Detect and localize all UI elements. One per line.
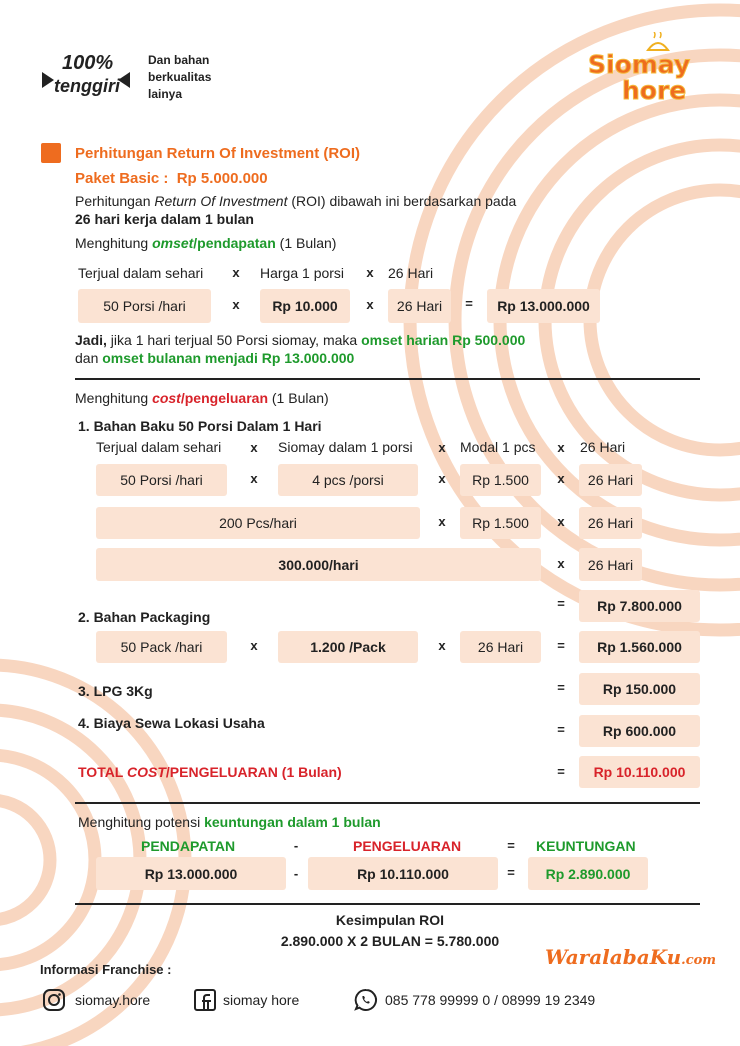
cost-r3-op: x	[557, 556, 565, 571]
instagram-icon[interactable]	[42, 988, 66, 1012]
cost-pk-price: 1.200 /Pack	[278, 631, 418, 663]
cost-r3-eq: =	[557, 596, 565, 611]
cost-r2-modal: Rp 1.500	[460, 507, 541, 539]
conclusion-formula: 2.890.000 X 2 BULAN = 5.780.000	[280, 933, 500, 949]
cost-r1-op1: x	[250, 471, 258, 486]
omset-op-x2: x	[366, 265, 374, 280]
brand-siomay: Siomay	[588, 50, 691, 79]
cost-total-label: TOTAL COST/PENGELUARAN (1 Bulan)	[78, 764, 342, 780]
profit-income-box: Rp 13.000.000	[96, 857, 286, 890]
omset-heading: Menghitung omset/pendapatan (1 Bulan)	[75, 235, 337, 251]
quality-badge	[40, 52, 132, 102]
profit-income-label: PENDAPATAN	[141, 838, 236, 854]
cost-r2-op2: x	[557, 514, 565, 529]
cost-r2-pcs: 200 Pcs/hari	[96, 507, 420, 539]
cost-item-2: 2. Bahan Packaging	[78, 609, 211, 625]
divider-2	[75, 802, 700, 804]
profit-heading: Menghitung potensi keuntungan dalam 1 bulan	[78, 814, 381, 830]
omset-op-x4: x	[366, 297, 374, 312]
profit-profit-box: Rp 2.890.000	[528, 857, 648, 890]
cost-r1-sold: 50 Porsi /hari	[96, 464, 227, 496]
omset-col-sold: Terjual dalam sehari	[78, 265, 204, 281]
omset-col-days: 26 Hari	[388, 265, 434, 281]
watermark: WaralabaKu.com	[545, 945, 717, 969]
cost-item-1: 1. Bahan Baku 50 Porsi Dalam 1 Hari	[78, 418, 322, 434]
conclusion-title: Kesimpulan ROI	[335, 912, 445, 928]
profit-expense-label: PENGELUARAN	[353, 838, 462, 854]
cost-r1-op3: x	[557, 471, 565, 486]
cost-op-h1: x	[250, 440, 258, 455]
cost-total-result: Rp 10.110.000	[579, 756, 700, 788]
profit-minus-1: -	[293, 838, 299, 853]
cost-r2-days: 26 Hari	[579, 507, 642, 539]
cost-pk-eq: =	[557, 638, 565, 653]
brand-hore: hore	[622, 76, 687, 105]
profit-eq-1: =	[507, 838, 515, 853]
cost-r2-op1: x	[438, 514, 446, 529]
whatsapp-icon[interactable]	[354, 988, 378, 1012]
cost-pk-op1: x	[250, 638, 258, 653]
cost-op-h3: x	[557, 440, 565, 455]
cost-lpg-result: Rp 150.000	[579, 673, 700, 705]
cost-r1-pcs: 4 pcs /porsi	[278, 464, 418, 496]
franchise-info-label: Informasi Franchise :	[40, 962, 172, 977]
omset-op-eq: =	[465, 296, 473, 311]
cost-r3-days: 26 Hari	[579, 548, 642, 581]
omset-op-x1: x	[232, 265, 240, 280]
badge-tenggiri: tenggiri	[54, 76, 120, 96]
cost-r3-total: 300.000/hari	[96, 548, 541, 581]
cost-col-sold: Terjual dalam sehari	[96, 439, 222, 455]
omset-conclusion-2: dan omset bulanan menjadi Rp 13.000.000	[75, 350, 355, 366]
cost-item-4: 4. Biaya Sewa Lokasi Usaha	[78, 715, 265, 731]
omset-sold-box: 50 Porsi /hari	[78, 289, 211, 323]
profit-profit-label: KEUNTUNGAN	[536, 838, 636, 854]
fish-icon	[40, 58, 132, 98]
profit-eq-2: =	[507, 865, 515, 880]
omset-conclusion-1: Jadi, jika 1 hari terjual 50 Porsi siomay, maka omset harian Rp 500.000	[75, 332, 526, 348]
cost-sewa-eq: =	[557, 722, 565, 737]
divider-3	[75, 903, 700, 905]
profit-expense-box: Rp 10.110.000	[308, 857, 498, 890]
cost-op-h2: x	[438, 440, 446, 455]
package-price: Paket Basic : Rp 5.000.000	[75, 170, 268, 187]
badge-percent: 100%	[62, 52, 114, 74]
cost-pk-op2: x	[438, 638, 446, 653]
omset-price-box: Rp 10.000	[260, 289, 350, 323]
instagram-handle[interactable]: siomay.hore	[75, 992, 151, 1008]
page-title: Perhitungan Return Of Investment (ROI)	[75, 145, 361, 162]
intro-line-1: Perhitungan Return Of Investment (ROI) dibawah ini berdasarkan pada	[75, 193, 517, 209]
cost-r1-days: 26 Hari	[579, 464, 642, 496]
cost-col-siomay: Siomay dalam 1 porsi	[278, 439, 413, 455]
facebook-handle[interactable]: siomay hore	[223, 992, 300, 1008]
whatsapp-number[interactable]: 085 778 99999 0 / 08999 19 2349	[385, 992, 596, 1008]
cost-col-days: 26 Hari	[580, 439, 626, 455]
cost-col-modal: Modal 1 pcs	[460, 439, 536, 455]
cost-item-3: 3. LPG 3Kg	[78, 683, 153, 699]
title-square-icon	[41, 143, 61, 163]
tagline: Dan bahan berkualitas lainya	[148, 53, 212, 101]
cost-pk-qty: 50 Pack /hari	[96, 631, 227, 663]
cost-pk-result: Rp 1.560.000	[579, 631, 700, 663]
cost-lpg-eq: =	[557, 680, 565, 695]
omset-op-x3: x	[232, 297, 240, 312]
intro-line-2: 26 hari kerja dalam 1 bulan	[75, 211, 254, 227]
brand-logo	[588, 32, 708, 104]
omset-col-price: Harga 1 porsi	[260, 265, 345, 281]
omset-total-box: Rp 13.000.000	[487, 289, 600, 323]
cost-total-eq: =	[557, 764, 565, 779]
cost-pk-days: 26 Hari	[460, 631, 541, 663]
omset-days-box: 26 Hari	[388, 289, 451, 323]
facebook-icon[interactable]	[193, 988, 217, 1012]
cost-heading: Menghitung cost/pengeluaran (1 Bulan)	[75, 390, 329, 406]
profit-minus-2: -	[293, 866, 299, 881]
divider-1	[75, 378, 700, 380]
cost-sewa-result: Rp 600.000	[579, 715, 700, 747]
cost-r1-modal: Rp 1.500	[460, 464, 541, 496]
cost-raw-result: Rp 7.800.000	[579, 590, 700, 622]
cost-r1-op2: x	[438, 471, 446, 486]
